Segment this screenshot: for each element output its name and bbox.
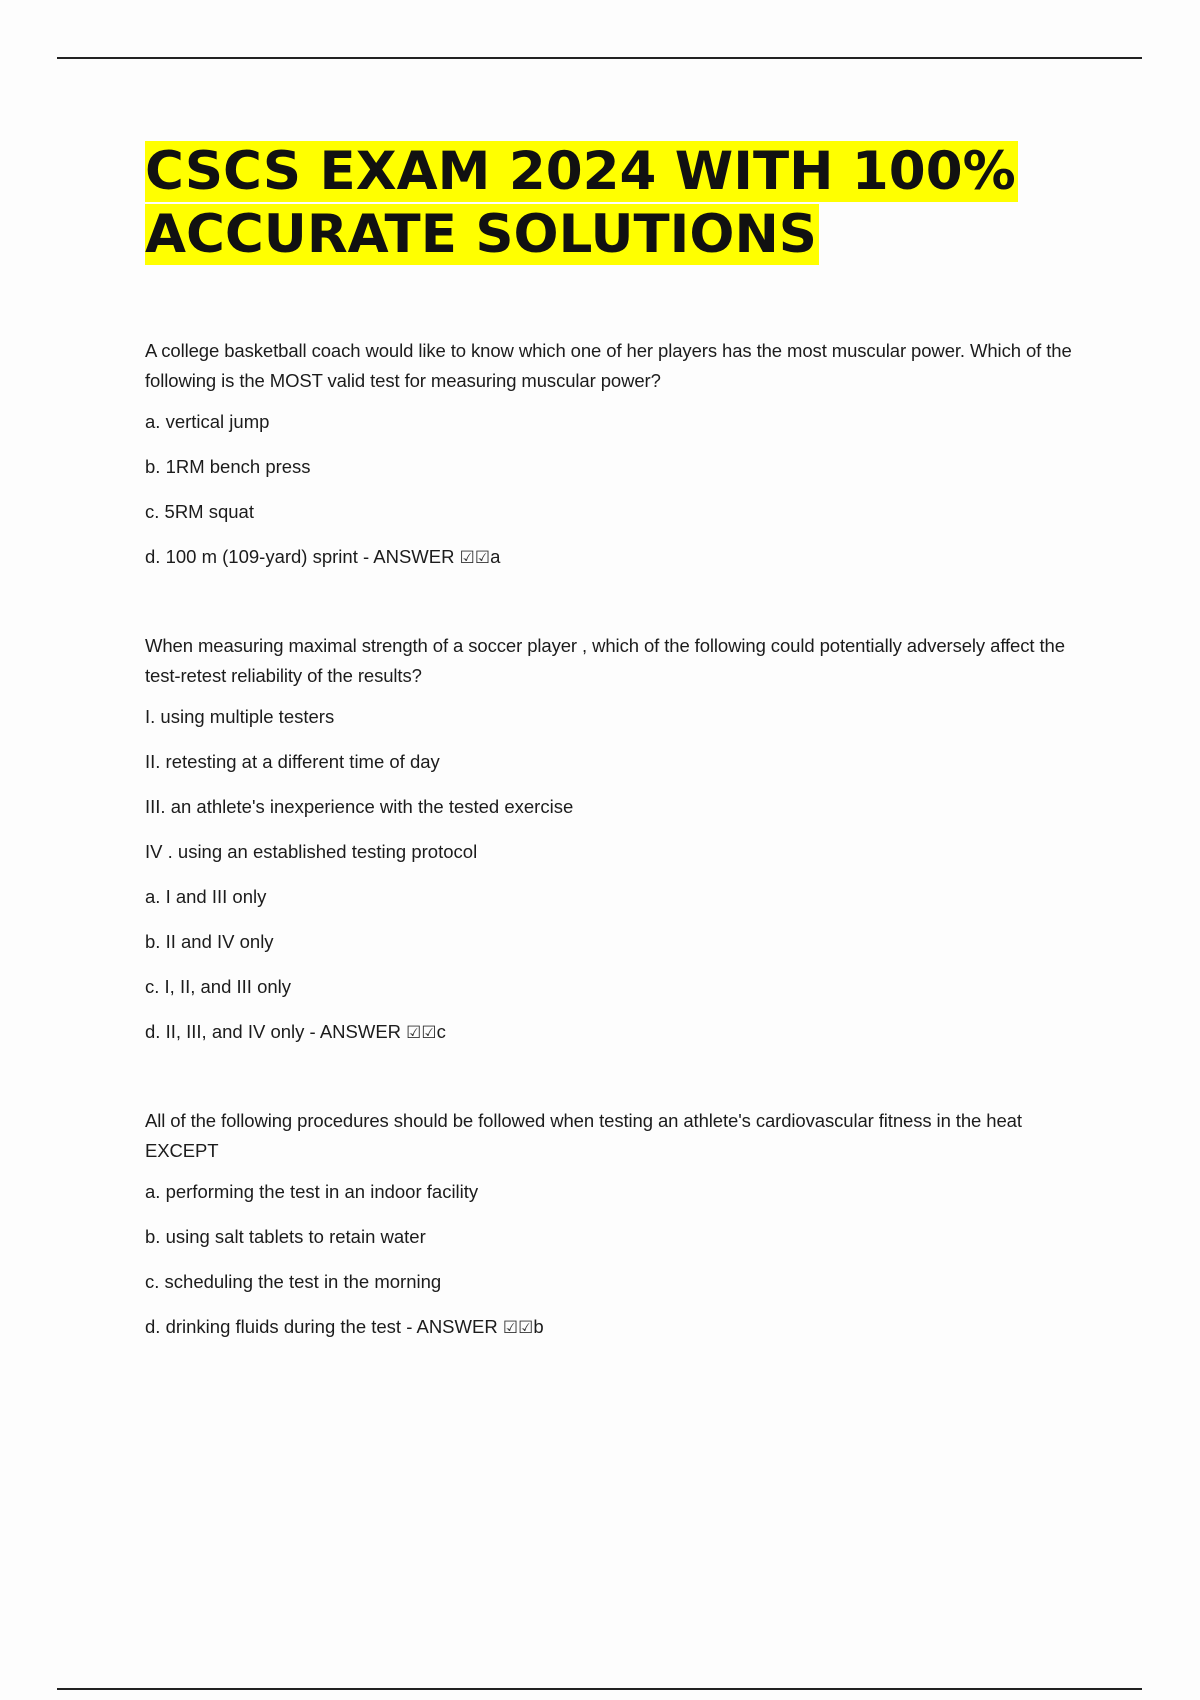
question-stem: A college basketball coach would like to know which one of her players has the most muscular power. Which of the following is the MOST valid test for measuring muscular power?: [145, 340, 1072, 391]
answer-option: c. 5RM squat: [145, 501, 254, 522]
question-stem: All of the following procedures should be followed when testing an athlete's cardiovascular fitness in the heat EXCEPT: [145, 1110, 1022, 1161]
answer-option: a. I and III only: [145, 886, 267, 907]
checkbox-icon: ☑☑: [459, 548, 491, 568]
answer-option: c. I, II, and III only: [145, 976, 292, 997]
answer-option-last: [145, 1315, 1095, 1339]
question-2: [145, 631, 1095, 1044]
statement-item: II. retesting at a different time of day: [145, 751, 440, 772]
answer-label: ANSWER: [416, 1316, 498, 1337]
answer-option: b. II and IV only: [145, 931, 274, 952]
answer-option-last: [145, 1020, 1095, 1044]
answer-value: a: [490, 546, 501, 567]
option-text: d. drinking fluids during the test -: [145, 1316, 417, 1337]
statement-item: III. an athlete's inexperience with the tested exercise: [145, 796, 574, 817]
statement-item: I. using multiple testers: [145, 706, 335, 727]
answer-label: ANSWER: [319, 1021, 402, 1042]
question-3: [145, 1106, 1095, 1339]
answer-option-last: [145, 545, 1095, 569]
answer-label: ANSWER: [373, 546, 455, 567]
question-stem: When measuring maximal strength of a soccer player , which of the following could potentially adversely affect the test-retest reliability of the results?: [145, 635, 1065, 686]
document-title: CSCS EXAM 2024 WITH 100% ACCURATE SOLUTIONS: [145, 141, 1016, 265]
option-text: d. II, III, and IV only -: [145, 1021, 320, 1042]
answer-option: c. scheduling the test in the morning: [145, 1271, 442, 1292]
document-body: [145, 140, 1095, 1401]
question-1: [145, 336, 1095, 569]
checkbox-icon: ☑☑: [502, 1318, 534, 1338]
answer-value: c: [436, 1021, 446, 1042]
top-divider: [57, 57, 1142, 59]
answer-value: b: [533, 1316, 544, 1337]
option-text: d. 100 m (109-yard) sprint -: [145, 546, 374, 567]
answer-option: a. performing the test in an indoor facility: [145, 1181, 479, 1202]
statement-item: IV . using an established testing protocol: [145, 841, 478, 862]
answer-option: b. 1RM bench press: [145, 456, 311, 477]
answer-option: b. using salt tablets to retain water: [145, 1226, 426, 1247]
bottom-divider: [57, 1688, 1142, 1690]
checkbox-icon: ☑☑: [406, 1023, 437, 1043]
answer-option: a. vertical jump: [145, 411, 270, 432]
